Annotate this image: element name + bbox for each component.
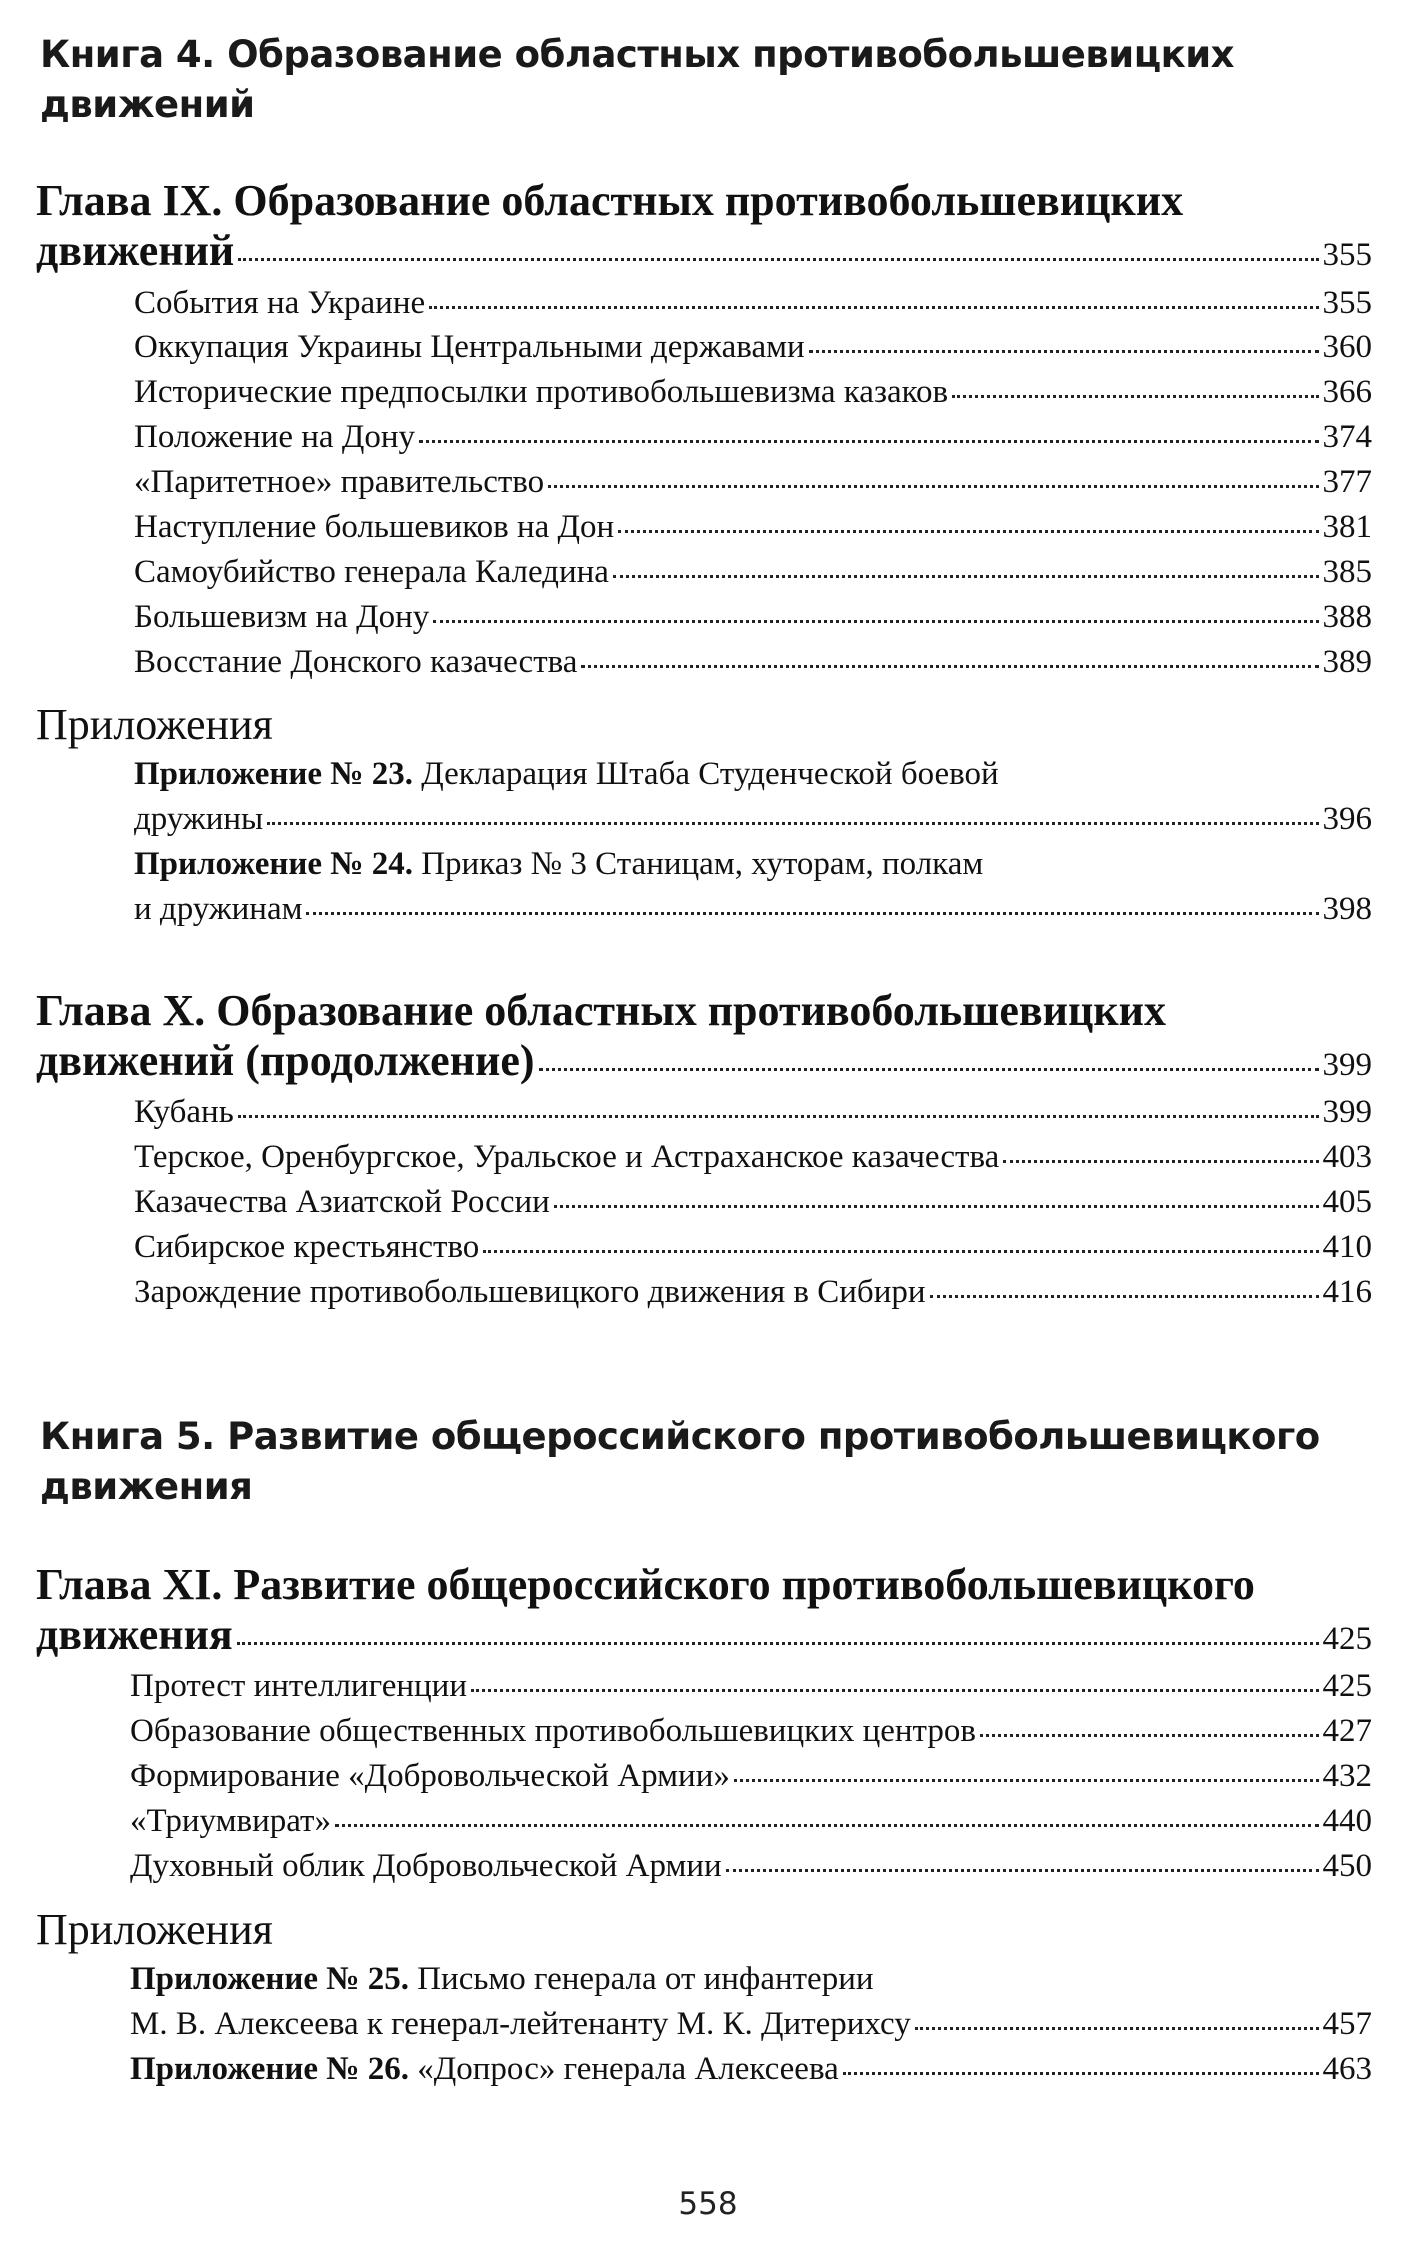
book-5-heading — [40, 1412, 1360, 1512]
toc-entry-title: События на Украине — [134, 285, 426, 321]
leader-dots — [548, 485, 1318, 488]
leader-dots — [930, 1295, 1319, 1298]
appendix-title-cont: и дружинам — [134, 891, 303, 927]
leader-dots — [809, 350, 1319, 353]
toc-entry-title: Духовный облик Добровольческой Армии — [130, 1848, 722, 1884]
toc-entry-page: 388 — [1322, 599, 1372, 635]
appendix-25-line-2[interactable] — [130, 2002, 1372, 2046]
appendix-24-line-1[interactable] — [134, 842, 983, 886]
toc-entry[interactable] — [134, 1135, 1372, 1179]
leader-dots — [429, 306, 1318, 309]
leader-dots — [618, 530, 1318, 533]
toc-entry-page: 432 — [1322, 1758, 1372, 1794]
leader-dots — [238, 1115, 1319, 1118]
toc-entry[interactable] — [134, 460, 1372, 504]
chapter-9-heading: Глава IX. Образование областных противобольшевицких — [36, 176, 1184, 225]
toc-entry-title: Положение на Дону — [134, 419, 415, 455]
toc-entry[interactable] — [134, 1270, 1372, 1314]
appendices-heading: Приложения — [36, 700, 273, 749]
appendix-title: Приказ № 3 Станицам, хуторам, полкам — [421, 846, 984, 882]
toc-entry-title: Наступление большевиков на Дон — [134, 509, 615, 545]
leader-dots — [433, 620, 1318, 623]
appendix-label: Приложение № 24. — [134, 846, 413, 882]
appendix-26-text — [130, 2047, 839, 2091]
toc-entry[interactable] — [134, 505, 1372, 549]
toc-entry-page: 374 — [1322, 419, 1372, 455]
toc-entry-title: Сибирское крестьянство — [134, 1229, 480, 1265]
toc-entry-page: 366 — [1322, 374, 1372, 410]
appendix-23-line-2[interactable] — [134, 797, 1372, 841]
appendix-25-line-1[interactable] — [130, 1957, 874, 2001]
chapter-11-entry[interactable] — [36, 1610, 1372, 1664]
chapter-11-page: 425 — [1322, 1621, 1372, 1657]
leader-dots — [843, 2072, 1319, 2075]
toc-entry[interactable] — [134, 1225, 1372, 1269]
book-5-heading-line-1: Книга 5. Развитие общероссийского противобольшевицкого — [40, 1415, 1320, 1458]
chapter-9-title-line-2: движений — [36, 226, 235, 275]
book-4-heading-line-2: движений — [40, 83, 255, 126]
toc-entry-title: Терское, Оренбургское, Уральское и Астраханское казачества — [134, 1139, 1000, 1175]
toc-entry[interactable] — [130, 1664, 1372, 1708]
toc-entry-page: 360 — [1322, 329, 1372, 365]
toc-entry[interactable] — [130, 1709, 1372, 1753]
chapter-9-entry[interactable] — [36, 226, 1372, 280]
toc-entry-title: Оккупация Украины Центральными державами — [134, 329, 805, 365]
toc-entry-page: 381 — [1322, 509, 1372, 545]
toc-entry-page: 385 — [1322, 554, 1372, 590]
leader-dots — [613, 575, 1319, 578]
toc-entry[interactable] — [134, 370, 1372, 414]
toc-entry[interactable] — [134, 640, 1372, 684]
toc-entry[interactable] — [134, 281, 1372, 325]
toc-entry-title: Образование общественных противобольшевицких центров — [130, 1713, 976, 1749]
leader-dots — [1003, 1160, 1318, 1163]
toc-entry[interactable] — [134, 415, 1372, 459]
toc-entry-page: 450 — [1322, 1848, 1372, 1884]
toc-entry[interactable] — [134, 1090, 1372, 1134]
chapter-10-title-line-2: движений (продолжение) — [36, 1036, 535, 1085]
toc-entry-page: 410 — [1322, 1229, 1372, 1265]
chapter-9-page: 355 — [1322, 237, 1372, 273]
leader-dots — [335, 1824, 1319, 1827]
chapter-11-title-line-2: движения — [36, 1610, 233, 1659]
leader-dots — [419, 440, 1319, 443]
chapter-10-entry[interactable] — [36, 1036, 1372, 1090]
leader-dots — [915, 2027, 1319, 2030]
leader-dots — [267, 822, 1318, 825]
book-5-heading-line-2: движения — [40, 1465, 253, 1508]
appendix-title: Декларация Штаба Студенческой боевой — [421, 756, 999, 792]
appendix-label: Приложение № 23. — [134, 756, 413, 792]
page-number: 558 — [678, 2186, 738, 2222]
toc-entry-page: 416 — [1322, 1274, 1372, 1310]
toc-entry-title: Зарождение противобольшевицкого движения в Сибири — [134, 1274, 926, 1310]
toc-entry-page: 389 — [1322, 644, 1372, 680]
leader-dots — [734, 1779, 1319, 1782]
leader-dots — [539, 1068, 1319, 1071]
appendix-title: Письмо генерала от инфантерии — [417, 1961, 874, 1997]
toc-entry[interactable] — [134, 550, 1372, 594]
appendix-page: 457 — [1322, 2006, 1372, 2042]
chapter-10-heading: Глава X. Образование областных противобольшевицких — [36, 986, 1167, 1035]
toc-entry-page: 405 — [1322, 1184, 1372, 1220]
appendix-title-cont: дружины — [134, 801, 264, 837]
toc-entry[interactable] — [130, 1799, 1372, 1843]
appendix-page: 463 — [1322, 2051, 1372, 2087]
leader-dots — [726, 1869, 1319, 1872]
toc-entry[interactable] — [134, 1180, 1372, 1224]
toc-entry[interactable] — [134, 595, 1372, 639]
toc-entry-title: Казачества Азиатской России — [134, 1184, 550, 1220]
leader-dots — [554, 1205, 1319, 1208]
book-4-heading-line-1: Книга 4. Образование областных противобольшевицких — [40, 33, 1235, 76]
appendix-title: «Допрос» генерала Алексеева — [417, 2051, 839, 2087]
chapter-10-page: 399 — [1322, 1047, 1372, 1083]
toc-entry-title: Протест интеллигенции — [130, 1668, 467, 1704]
appendix-page: 398 — [1322, 891, 1372, 927]
leader-dots — [471, 1689, 1319, 1692]
leader-dots — [581, 665, 1318, 668]
toc-entry-title: «Паритетное» правительство — [134, 464, 545, 500]
toc-entry-page: 399 — [1322, 1094, 1372, 1130]
toc-entry-title: Самоубийство генерала Каледина — [134, 554, 609, 590]
book-4-heading — [40, 30, 1360, 130]
toc-entry[interactable] — [130, 1754, 1372, 1798]
appendix-label: Приложение № 25. — [130, 1961, 409, 1997]
appendices-heading: Приложения — [36, 1905, 273, 1954]
toc-entry-page: 427 — [1322, 1713, 1372, 1749]
leader-dots — [980, 1734, 1319, 1737]
appendix-label: Приложение № 26. — [130, 2051, 409, 2087]
toc-entry-title: Восстание Донского казачества — [134, 644, 578, 680]
appendix-title-cont: М. В. Алексеева к генерал-лейтенанту М. К. Дитерихсу — [130, 2006, 911, 2042]
chapter-11-heading: Глава XI. Развитие общероссийского противобольшевицкого — [36, 1560, 1255, 1609]
toc-entry-title: Исторические предпосылки противобольшевизма казаков — [134, 374, 949, 410]
leader-dots — [483, 1250, 1318, 1253]
toc-entry-page: 425 — [1322, 1668, 1372, 1704]
toc-entry[interactable] — [130, 1844, 1372, 1888]
leader-dots — [306, 912, 1318, 915]
leader-dots — [952, 395, 1318, 398]
toc-entry-title: Формирование «Добровольческой Армии» — [130, 1758, 730, 1794]
toc-entry-title: «Триумвират» — [130, 1803, 331, 1839]
toc-entry-page: 355 — [1322, 285, 1372, 321]
toc-entry-title: Большевизм на Дону — [134, 599, 430, 635]
toc-entry-page: 377 — [1322, 464, 1372, 500]
appendix-23-line-1[interactable] — [134, 752, 999, 796]
toc-entry-page: 403 — [1322, 1139, 1372, 1175]
leader-dots — [237, 1642, 1319, 1645]
toc-entry-title: Кубань — [134, 1094, 234, 1130]
toc-entry[interactable] — [134, 325, 1372, 369]
appendix-24-line-2[interactable] — [134, 887, 1372, 931]
leader-dots — [238, 258, 1318, 261]
appendix-26[interactable] — [130, 2047, 1372, 2091]
toc-entry-page: 440 — [1322, 1803, 1372, 1839]
appendix-page: 396 — [1322, 801, 1372, 837]
